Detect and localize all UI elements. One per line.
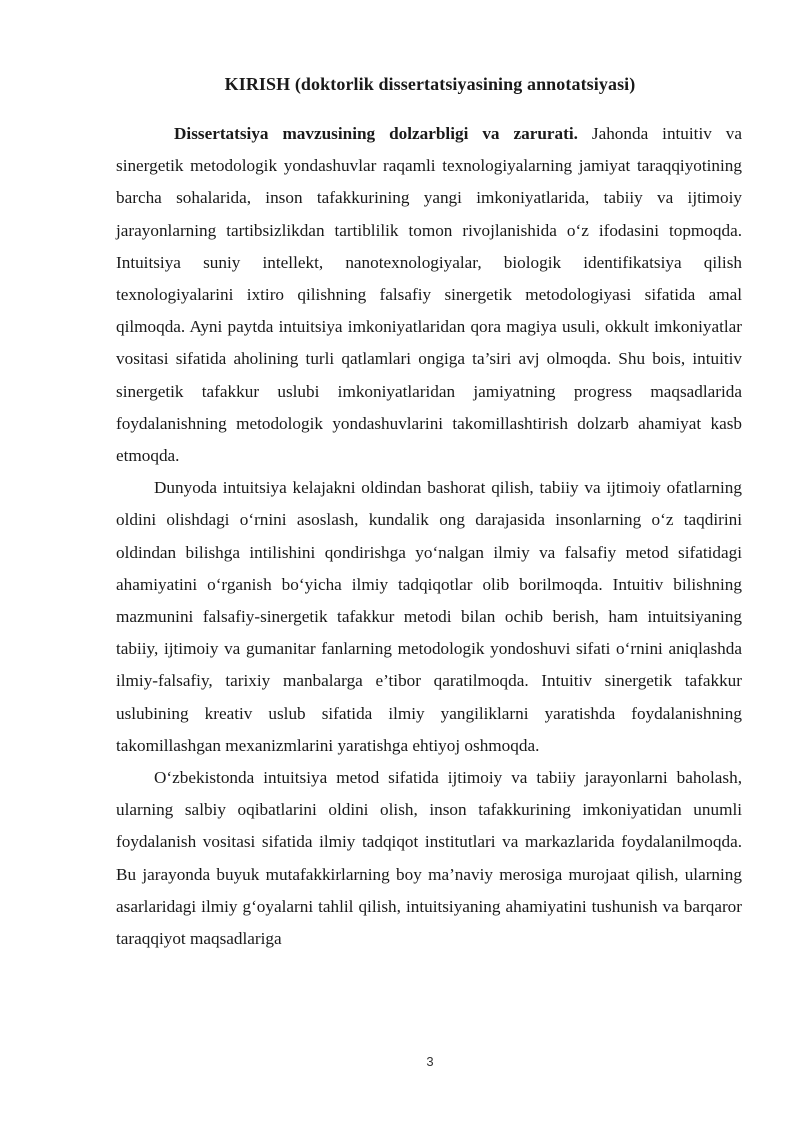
paragraph-3: O‘zbekistonda intuitsiya metod sifatida ijtimoiy va tabiiy jarayonlarni baholash, ularning salbiy oqibatlarini oldini olish, inson tafakkurining imkoniyatidan unumli foydalanish vositasi sifatida ilmiy tadqiqot institutlari va markazlarida foydalanilmoqda. Bu jarayonda buyuk mutafakkirlarning boy ma’naviy merosiga murojaat qilish, ularning asarlaridagi ilmiy g‘oyalarni tahlil qilish, intuitsiyaning ahamiyatini tushunish va barqaror taraqqiyot maqsadlariga (116, 768, 742, 949)
paragraph-1 (116, 118, 742, 472)
body-text (116, 118, 742, 955)
paragraph-2: Dunyoda intuitsiya kelajakni oldindan bashorat qilish, tabiiy va ijtimoiy ofatlarning oldini olishdagi o‘rnini asoslash, kundalik ong darajasida insonlarning o‘z taqdirini oldindan bilishga intilishini qondirishga yo‘nalgan ilmiy va falsafiy metod sifatidagi ahamiyatini o‘rganish bo‘yicha ilmiy tadqiqotlar olib borilmoqda. Intuitiv bilishning mazmunini falsafiy-sinergetik tafakkur metodi bilan ochib berish, ham intuitsiyaning tabiiy, ijtimoiy va gumanitar fanlarning metodologik yondoshuvi sifati o‘rnini aniqlashda ilmiy-falsafiy, tarixiy manbalarga e’tibor qaratilmoqda. Intuitiv sinergetik tafakkur uslubining kreativ uslub sifatida ilmiy yangiliklarni yaratishda foydalanishning takomillashgan mexanizmlarini yaratishga ehtiyoj oshmoqda. (116, 478, 742, 755)
paragraph-1-lead: Dissertatsiya mavzusining dolzarbligi va zarurati. (174, 124, 578, 143)
page-title: KIRISH (doktorlik dissertatsiyasining annotatsiyasi) (224, 74, 636, 94)
page-number: 3 (426, 1054, 434, 1069)
paragraph-1-text: Jahonda intuitiv va sinergetik metodologik yondashuvlar raqamli texnologiyalarning jamiyat taraqqiyotining barcha sohalarida, inson tafakkurining yangi imkoniyatlarida, tabiiy va ijtimoiy jarayonlarning tartibsizlikdan tartiblilik tomon rivojlanishida o‘z ifodasini topmoqda. Intuitsiya suniy intellekt, nanotexnologiyalar, biologik identifikatsiya qilish texnologiyalarini ixtiro qilishning falsafiy sinergetik metodologiyasi sifatida amal qilmoqda. Ayni paytda intuitsiya imkoniyatlaridan qora magiya usuli, okkult imkoniyatlar vositasi sifatida aholining turli qatlamlari ongiga ta’siri avj olmoqda. Shu bois, intuitiv sinergetik tafakkur uslubi imkoniyatlaridan jamiyatning progress maqsadlarida foydalanishning metodologik yondashuvlarini takomillashtirish dolzarb ahamiyat kasb etmoqda. (116, 124, 743, 466)
